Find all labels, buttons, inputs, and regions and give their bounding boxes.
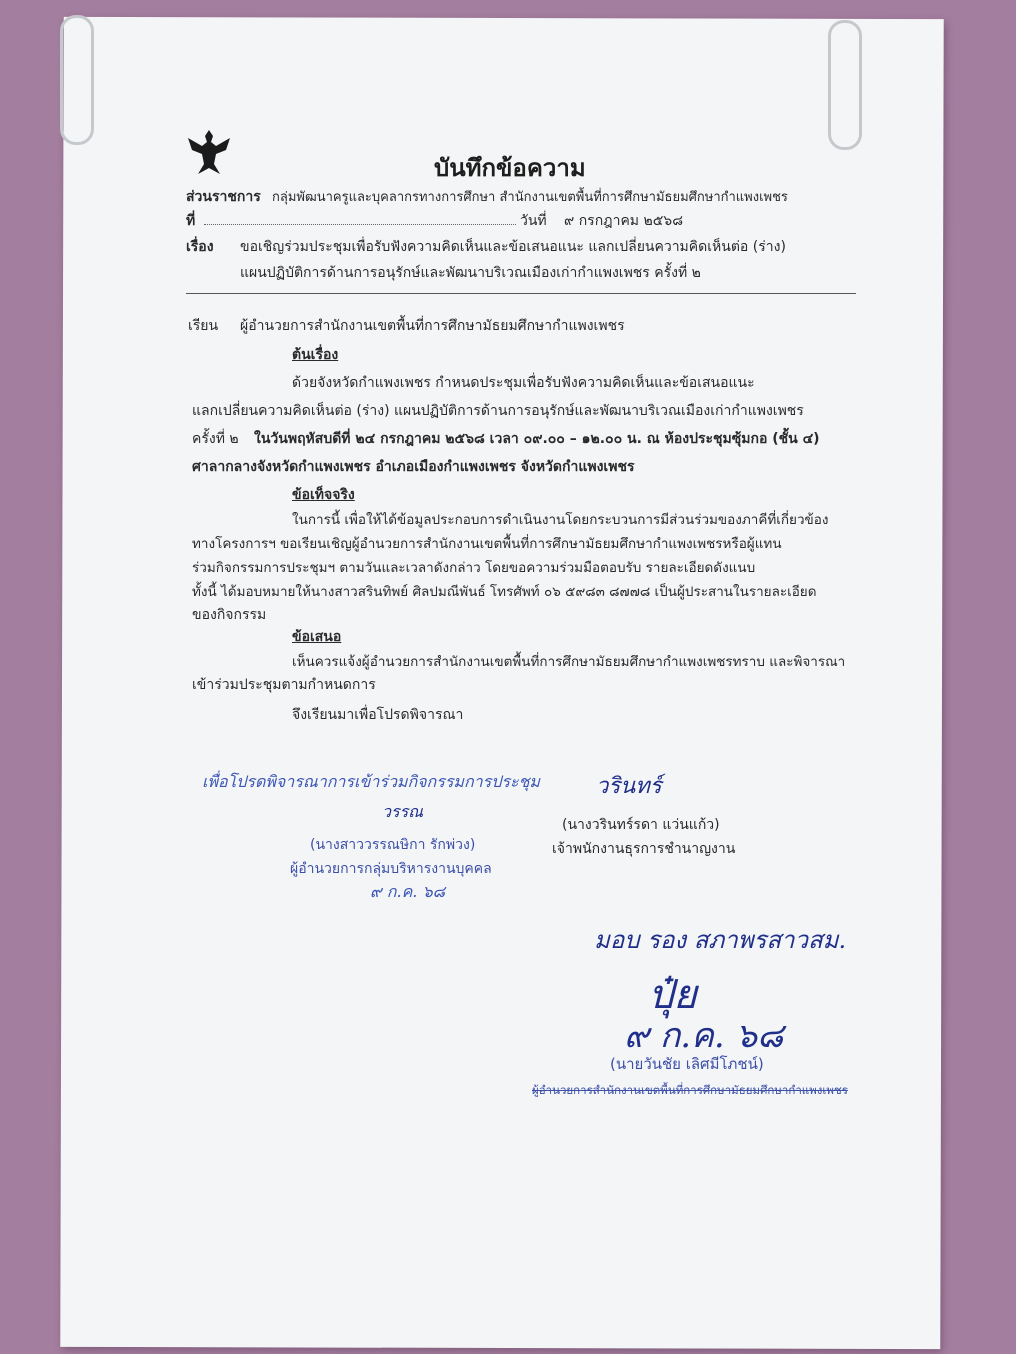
to-label: เรียน [188,318,219,334]
hr-signature: วรรณ [382,802,424,821]
to-value: ผู้อำนวยการสำนักงานเขตพื้นที่การศึกษามัธยมศึกษากำแพงเพชร [240,318,625,334]
garuda-emblem-icon [186,128,232,178]
paper-clip-left [60,15,94,145]
director-date: ๙ ก.ค. ๖๘ [624,1016,784,1056]
director-title: ผู้อำนวยการสำนักงานเขตพื้นที่การศึกษามัธยมศึกษากำแพงเพชร [532,1083,848,1097]
subject-line-2: แผนปฏิบัติการด้านการอนุรักษ์และพัฒนาบริเวณเมืองเก่ากำแพงเพชร ครั้งที่ ๒ [240,265,701,281]
header-divider [186,293,856,294]
para1-line3a: ครั้งที่ ๒ [192,431,239,447]
director-signature: ปุ๋ย [648,972,697,1018]
memo-title: บันทึกข้อความ [434,154,586,182]
officer-name: (นางวรินทร์รดา แว่นแก้ว) [562,817,720,833]
para2-line2: ทางโครงการฯ ขอเรียนเชิญผู้อำนวยการสำนักงานเขตพื้นที่การศึกษามัธยมศึกษากำแพงเพชรหรือผู้แทน [192,536,782,552]
para3-line2: เข้าร่วมประชุมตามกำหนดการ [192,677,376,693]
subject-line-1: ขอเชิญร่วมประชุมเพื่อรับฟังความคิดเห็นและข้อเสนอแนะ แลกเปลี่ยนความคิดเห็นต่อ (ร่าง) [240,239,786,255]
hr-title: ผู้อำนวยการกลุ่มบริหารงานบุคคล [290,861,492,877]
para1-line3b: ในวันพฤหัสบดีที่ ๒๔ กรกฎาคม ๒๕๖๘ เวลา ๐๙.๐๐ – ๑๒.๐๐ น. ณ ห้องประชุมซุ้มกอ (ชั้น ๔) [254,431,820,447]
agency-value: กลุ่มพัฒนาครูและบุคลากรทางการศึกษา สำนักงานเขตพื้นที่การศึกษามัธยมศึกษากำแพงเพชร [272,190,788,205]
date-value: ๙ กรกฎาคม ๒๕๖๘ [564,213,683,229]
heading-background: ต้นเรื่อง [292,347,339,363]
para1-line4: ศาลากลางจังหวัดกำแพงเพชร อำเภอเมืองกำแพงเพชร จังหวัดกำแพงเพชร [192,459,635,475]
para2-line5: ของกิจกรรม [192,607,267,623]
ref-dotted-line [204,224,516,225]
hr-date: ๙ ก.ค. ๖๘ [370,882,445,901]
para1-line1: ด้วยจังหวัดกำแพงเพชร กำหนดประชุมเพื่อรับฟังความคิดเห็นและข้อเสนอแนะ [292,375,755,391]
agency-label: ส่วนราชการ [186,189,261,205]
heading-facts: ข้อเท็จจริง [292,487,355,503]
director-name: (นายวันชัย เลิศมีโภชน์) [610,1055,764,1073]
para1-line2: แลกเปลี่ยนความคิดเห็นต่อ (ร่าง) แผนปฏิบัติการด้านการอนุรักษ์และพัฒนาบริเวณเมืองเก่ากำแพงเพชร [192,403,804,419]
heading-proposal: ข้อเสนอ [292,629,342,645]
para2-line3: ร่วมกิจกรรมการประชุมฯ ตามวันและเวลาดังกล่าว โดยขอความร่วมมือตอบรับ รายละเอียดดังแนบ [192,560,756,576]
para2-line1: ในการนี้ เพื่อให้ได้ข้อมูลประกอบการดำเนินงานโดยกระบวนการมีส่วนร่วมของภาคีที่เกี่ยวข้อง [292,512,829,528]
ref-label: ที่ [186,213,196,229]
para3-line1: เห็นควรแจ้งผู้อำนวยการสำนักงานเขตพื้นที่การศึกษามัธยมศึกษากำแพงเพชรทราบ และพิจารณา [292,654,846,670]
handwritten-note: เพื่อโปรดพิจารณาการเข้าร่วมกิจกรรมการประชุม [202,772,540,791]
date-label: วันที่ [520,213,547,229]
hr-name: (นางสาววรรณษิกา รักพ่วง) [310,837,476,853]
para2-line4: ทั้งนี้ ได้มอบหมายให้นางสาวสรินทิพย์ ศิลปมณีพันธ์ โทรศัพท์ ๐๖ ๕๙๘๓ ๘๗๗๘ เป็นผู้ประสานในรายละเอียด [192,584,817,600]
officer-signature: วรินทร์ [596,774,662,799]
director-note: มอบ รอง สภาพรสาวสม. [594,926,847,954]
officer-title: เจ้าพนักงานธุรการชำนาญงาน [552,841,736,857]
paper-clip-right [828,20,862,150]
subject-label: เรื่อง [186,239,214,255]
closing-line: จึงเรียนมาเพื่อโปรดพิจารณา [292,707,464,723]
